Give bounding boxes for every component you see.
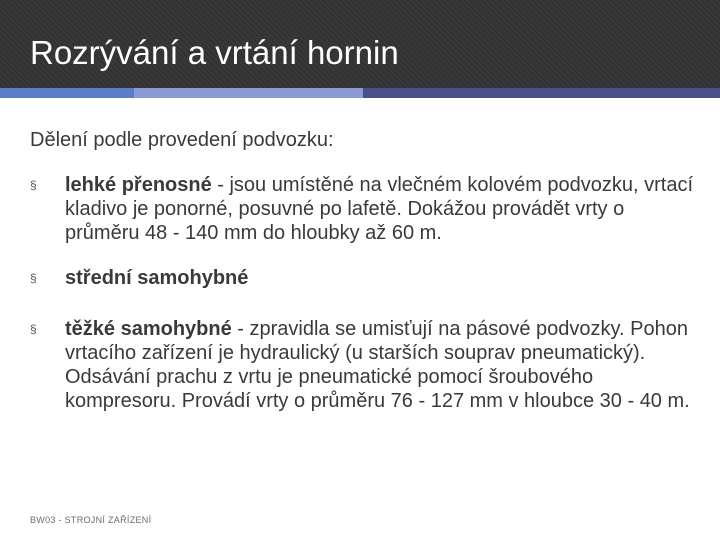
- list-item-medium-self-propelled: [30, 266, 700, 290]
- accent-bar-segment-light-blue: [134, 88, 363, 98]
- accent-bar-segment-blue: [0, 88, 134, 98]
- bullet-list: [30, 173, 700, 413]
- list-item-term: těžké samohybné: [65, 318, 232, 340]
- list-item-term: lehké přenosné: [65, 174, 212, 196]
- slide-title: Rozrývání a vrtání hornin: [30, 34, 399, 71]
- title-header: [0, 0, 720, 88]
- list-item-heavy-self-propelled: [30, 317, 700, 413]
- list-item-description: - zpravidla se umisťují na pásové podvozky. Pohon vrtacího zařízení je hydraulický (u starších souprav pneumatický). Odsávání prachu z vrtu je pneumatické pomocí šroubového kompresoru. Provádí vrty o průměru 76 - 127 mm v hloubce 30 - 40 m.: [65, 318, 690, 412]
- accent-bar-segment-indigo: [363, 88, 720, 98]
- list-item-term: střední samohybné: [65, 267, 249, 289]
- list-item-light-portable: [30, 173, 700, 245]
- bullet-marker-icon: §: [30, 322, 37, 336]
- intro-text: Dělení podle provedení podvozku:: [30, 129, 334, 151]
- list-item-description: - jsou umístěné na vlečném kolovém podvozku, vrtací kladivo je ponorné, posuvné po lafetě. Dokážou provádět vrty o průměru 48 - 140 mm do hloubky až 60 m.: [65, 174, 694, 244]
- footer-label: BW03 - STROJNÍ ZAŘÍZENÍ: [30, 515, 152, 525]
- bullet-marker-icon: §: [30, 178, 37, 192]
- bullet-marker-icon: §: [30, 271, 37, 285]
